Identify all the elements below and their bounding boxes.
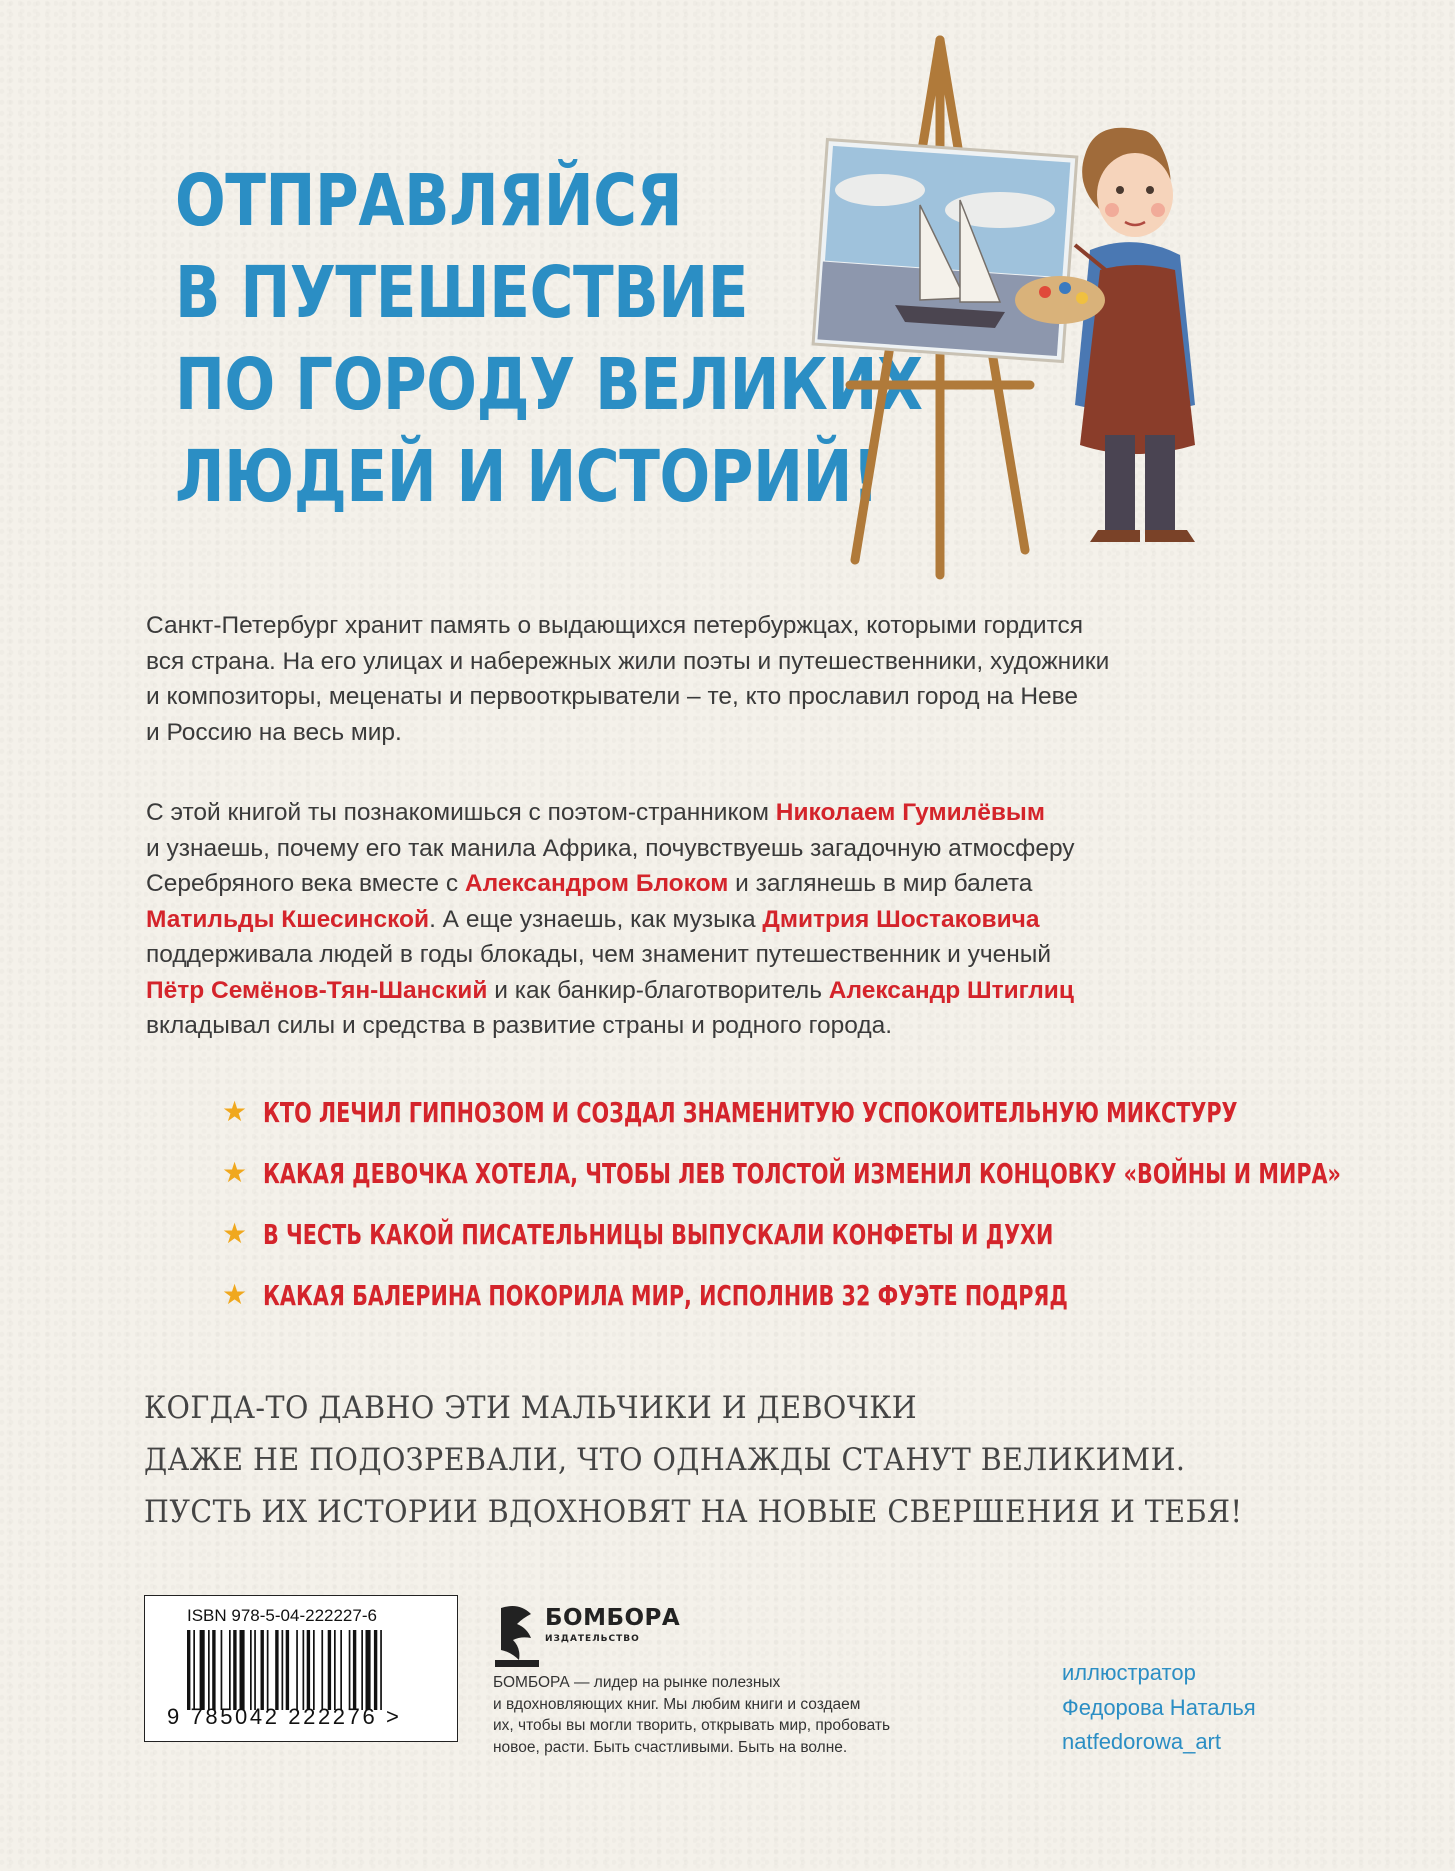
publisher-name: БОМБОРА [545, 1605, 681, 1631]
fact-text: КАКАЯ ДЕВОЧКА ХОТЕЛА, ЧТОБЫ ЛЕВ ТОЛСТОЙ ИЗМЕНИЛ КОНЦОВКУ «ВОЙНЫ И МИРА» [263, 1157, 1341, 1190]
about-line [146, 795, 1326, 831]
closing-line: ПУСТЬ ИХ ИСТОРИИ ВДОХНОВЯТ НА НОВЫЕ СВЕРШЕНИЯ И ТЕБЯ! [144, 1494, 1243, 1530]
publisher-line: новое, расти. Быть счастливыми. Быть на волне. [493, 1738, 848, 1756]
barcode-bar [221, 1630, 223, 1710]
headline-line: В ПУТЕШЕСТВИЕ [175, 251, 749, 334]
intro-line: и композиторы, меценаты и первооткрыватели – те, кто прославил город на Неве [146, 683, 1079, 710]
barcode-bar [328, 1630, 331, 1710]
barcode-bar [353, 1630, 356, 1710]
barcode-bar [240, 1630, 245, 1710]
barcode-bar [380, 1630, 382, 1710]
about-line [146, 973, 1326, 1009]
intro-line: и Россию на весь мир. [146, 718, 402, 746]
barcode-bar [286, 1630, 289, 1710]
barcode-bar [340, 1630, 342, 1710]
barcode-bar [212, 1630, 215, 1710]
publisher-line: их, чтобы вы могли творить, открывать мир, пробовать [493, 1717, 891, 1734]
about-text: Серебряного века вместе с [146, 870, 465, 897]
headline-line: ПО ГОРОДУ ВЕЛИКИХ [175, 343, 923, 426]
fact-text: КТО ЛЕЧИЛ ГИПНОЗОМ И СОЗДАЛ ЗНАМЕНИТУЮ УСПОКОИТЕЛЬНУЮ МИКСТУРУ [263, 1096, 1238, 1129]
barcode-bar [193, 1630, 195, 1710]
barcode-bar [296, 1630, 298, 1710]
about-text: и как банкир-благотворитель [487, 976, 829, 1004]
person-name: Дмитрия Шостаковича [762, 905, 1040, 933]
about-text: поддерживала людей в годы блокады, чем знаменит путешественник и ученый [146, 941, 1052, 968]
barcode-bar [361, 1630, 363, 1710]
intro-line: вся страна. На его улицах и набережных жили поэты и путешественники, художники [146, 647, 1110, 675]
about-text: и узнаешь, почему его так манила Африка, почувствуешь загадочную атмосферу [146, 834, 1075, 862]
barcode-box [144, 1595, 458, 1742]
about-text: . А еще узнаешь, как музыка [429, 905, 763, 933]
star-icon: ★ [222, 1096, 248, 1127]
person-name: Николаем Гумилёвым [775, 799, 1045, 826]
star-icon: ★ [222, 1279, 248, 1310]
publisher-line: и вдохновляющих книг. Мы любим книги и создаем [493, 1695, 861, 1713]
publisher-sub: ИЗДАТЕЛЬСТВО [545, 1634, 640, 1644]
barcode-bar [250, 1630, 252, 1710]
barcode-bar [334, 1630, 336, 1710]
barcode-bar [349, 1630, 351, 1710]
intro-line: Санкт-Петербург хранит память о выдающихся петербуржцах, которыми гордится [146, 612, 1084, 639]
publisher-description [493, 1672, 890, 1758]
about-line [146, 831, 1326, 867]
barcode-bar [321, 1630, 323, 1710]
intro-paragraph [146, 608, 1326, 750]
barcode-bar [200, 1630, 205, 1710]
closing-line: КОГДА-ТО ДАВНО ЭТИ МАЛЬЧИКИ И ДЕВОЧКИ [144, 1390, 918, 1426]
publisher-line: БОМБОРА — лидер на рынке полезных [493, 1674, 781, 1691]
credit-line: natfedorowa_art [1062, 1729, 1221, 1754]
fact-text: В ЧЕСТЬ КАКОЙ ПИСАТЕЛЬНИЦЫ ВЫПУСКАЛИ КОНФЕТЫ И ДУХИ [263, 1218, 1054, 1251]
barcode-bar [374, 1630, 377, 1710]
person-name: Пётр Семёнов-Тян-Шанский [146, 976, 488, 1004]
barcode-bar [254, 1630, 256, 1710]
ship-painting-icon [813, 140, 1077, 362]
barcode-bar [275, 1630, 278, 1710]
star-icon: ★ [222, 1157, 248, 1188]
barcode-bar [229, 1630, 231, 1710]
barcode-bar [187, 1630, 190, 1710]
about-text: и заглянешь в мир балета [728, 870, 1033, 897]
about-line [146, 1008, 1326, 1044]
about-line [146, 902, 1326, 938]
closing-text [144, 1382, 1242, 1538]
about-line [146, 866, 1326, 902]
person-name: Матильды Кшесинской [146, 905, 430, 933]
headline-line: ЛЮДЕЙ И ИСТОРИЙ! [175, 435, 879, 518]
headline-line: ОТПРАВЛЯЙСЯ [175, 159, 683, 242]
about-text: С этой книгой ты познакомишься с поэтом-странником [146, 799, 776, 826]
illustration-painter-boy [800, 30, 1250, 590]
barcode-bar [307, 1630, 310, 1710]
about-line [146, 937, 1326, 973]
barcode-digits: 9 785042 222276 > [167, 1704, 402, 1729]
barcode-bar [303, 1630, 305, 1710]
barcode-bar [366, 1630, 371, 1710]
about-paragraph [146, 795, 1326, 1044]
barcode-bar [208, 1630, 210, 1710]
barcode-bar [261, 1630, 264, 1710]
barcode-bar [267, 1630, 269, 1710]
illustrator-credits [1062, 1656, 1256, 1760]
isbn-text: ISBN 978-5-04-222227-6 [187, 1606, 377, 1625]
credit-line: Федорова Наталья [1062, 1694, 1256, 1720]
barcode-bar [233, 1630, 236, 1710]
person-name: Александр Штиглиц [828, 976, 1074, 1004]
fact-text: КАКАЯ БАЛЕРИНА ПОКОРИЛА МИР, ИСПОЛНИВ 32 ФУЭТЕ ПОДРЯД [263, 1279, 1068, 1312]
credit-line: иллюстратор [1062, 1660, 1196, 1685]
star-icon: ★ [222, 1218, 248, 1249]
closing-line: ДАЖЕ НЕ ПОДОЗРЕВАЛИ, ЧТО ОДНАЖДЫ СТАНУТ ВЕЛИКИМИ. [144, 1442, 1186, 1478]
barcode-bar [313, 1630, 315, 1710]
barcode-bar [282, 1630, 284, 1710]
person-name: Александром Блоком [464, 870, 729, 897]
about-text: вкладывал силы и средства в развитие страны и родного города. [146, 1012, 893, 1039]
barcode-icon [187, 1630, 437, 1710]
